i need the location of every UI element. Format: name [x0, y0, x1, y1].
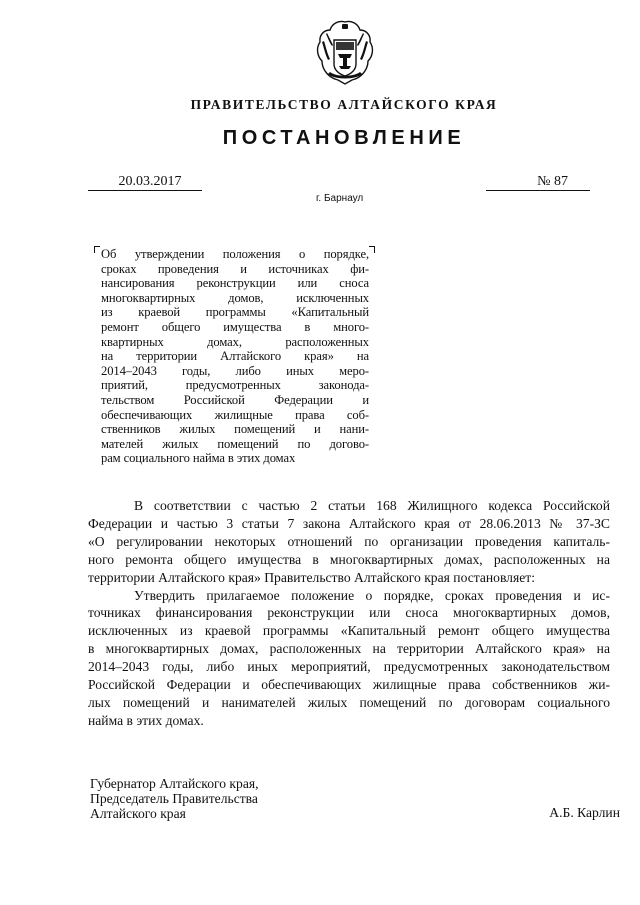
- body-line: исключенных из краевой программы «Капитальный ремонт общего имущества: [88, 623, 610, 639]
- signatory-position-line: Председатель Правительства: [90, 791, 258, 806]
- document-number: № 87: [486, 174, 590, 191]
- body-line: ного ремонта общего имущества в многоквартирных домах, расположенных на: [88, 551, 610, 567]
- body-line: точниках финансирования реконструкции или сноса многоквартирных домов,: [88, 605, 610, 621]
- body-line: в многоквартирных домах, расположенных на территории Алтайского края» на: [88, 641, 610, 657]
- body-line: «О регулировании некоторых отношений по организации проведения капиталь-: [88, 533, 610, 549]
- body-line: лых помещений и нанимателей жилых помещений по договорам социального: [88, 694, 610, 710]
- document-subject: [101, 247, 369, 466]
- signatory-position: [90, 776, 350, 821]
- signatory-position-line: Губернатор Алтайского края,: [90, 776, 259, 791]
- subject-line: 2014–2043 годы, либо иных меро-: [101, 363, 369, 378]
- document-body: [88, 497, 610, 730]
- body-line: найма в этих домах.: [88, 712, 204, 728]
- subject-line: квартирных домах, расположенных: [101, 334, 369, 349]
- document-city: г. Барнаул: [316, 193, 364, 204]
- body-line: 2014–2043 годы, либо иных мероприятий, предусмотренных законодательством: [88, 659, 610, 675]
- body-line: Российской Федерации и обеспечивающих жилищные права собственников жи-: [88, 677, 610, 693]
- document-type: ПОСТАНОВЛЕНИЕ: [222, 127, 466, 149]
- signatory-position-line: Алтайского края: [90, 806, 186, 821]
- subject-line: Об утверждении положения о порядке,: [101, 247, 369, 261]
- subject-line: из краевой программы «Капитальный: [101, 305, 369, 320]
- body-line: Федерации и частью 3 статьи 7 закона Алтайского края от 28.06.2013 № 37-ЗС: [88, 515, 610, 531]
- document-date: 20.03.2017: [88, 174, 202, 191]
- subject-line: мателей жилых помещений по догово-: [101, 436, 369, 451]
- subject-line: многоквартирных домов, исключенных: [101, 290, 369, 305]
- subject-line: ремонт общего имущества в много-: [101, 319, 369, 334]
- subject-line: тельством Российской Федерации и: [101, 392, 369, 407]
- subject-line: обеспечивающих жилищные права соб-: [101, 407, 369, 422]
- subject-line: приятий, предусмотренных законода-: [101, 378, 369, 393]
- subject-line: ственников жилых помещений и нани-: [101, 422, 369, 437]
- subject-bracket-right: [369, 246, 375, 253]
- subject-line: сроках проведения и источниках фи-: [101, 261, 369, 276]
- coat-of-arms-icon: [314, 18, 376, 88]
- signatory-name: А.Б. Карлин: [549, 805, 620, 820]
- subject-line: на территории Алтайского края» на: [101, 349, 369, 364]
- government-name: ПРАВИТЕЛЬСТВО АЛТАЙСКОГО КРАЯ: [190, 97, 498, 112]
- body-line: В соответствии с частью 2 статьи 168 Жилищного кодекса Российской: [134, 498, 610, 513]
- body-line: Утвердить прилагаемое положение о порядке, сроках проведения и ис-: [134, 587, 610, 603]
- subject-line: нансирования реконструкции или сноса: [101, 276, 369, 291]
- body-line: территории Алтайского края» Правительство Алтайского края постановляет:: [88, 569, 535, 585]
- subject-line: рам социального найма в этих домах: [101, 451, 296, 466]
- subject-bracket-left: [94, 246, 100, 253]
